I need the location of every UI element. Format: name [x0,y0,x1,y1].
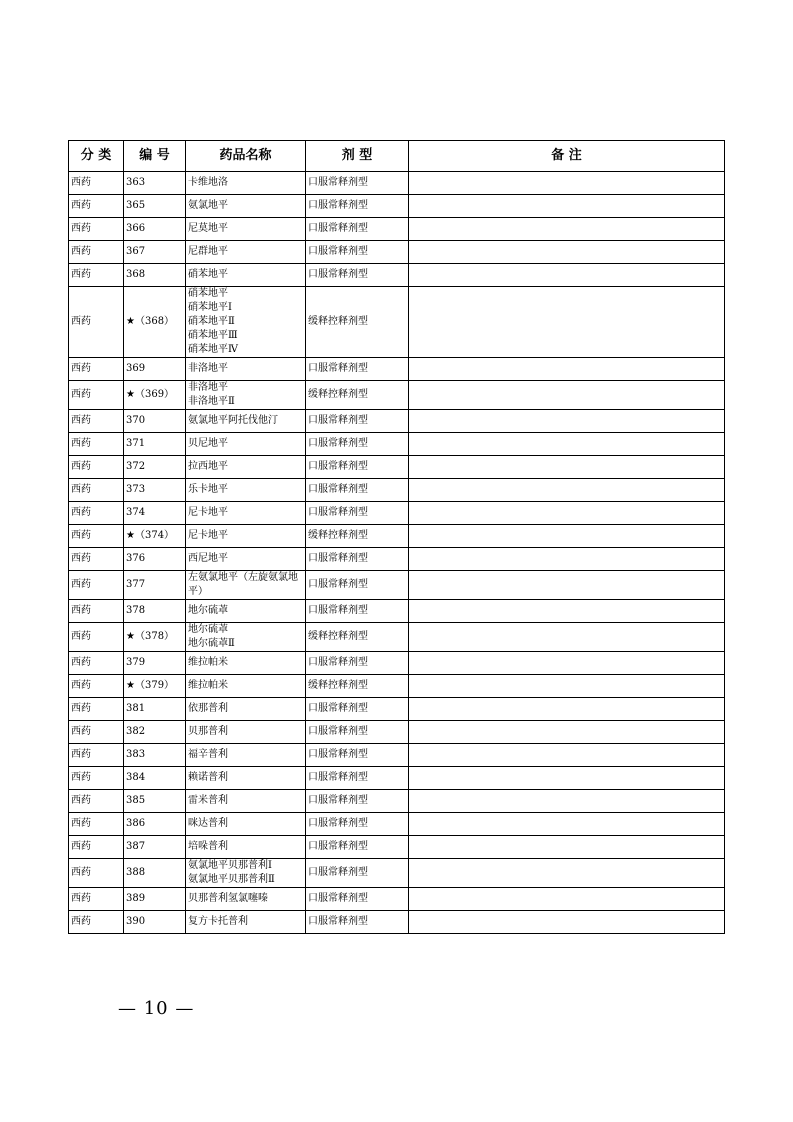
form-cell: 口服常释剂型 [306,836,409,859]
drug-name: 维拉帕米 [188,657,228,668]
category-cell: 西药 [69,721,124,744]
number-cell: 371 [124,433,186,456]
drug-name: 左氨氯地平（左旋氨氯地平） [188,572,298,597]
name-cell [186,836,306,859]
name-cell [186,287,306,358]
page-number: — 10 — [118,998,195,1019]
name-cell [186,813,306,836]
name-cell [186,410,306,433]
table-row [69,241,725,264]
table-row [69,287,725,358]
drug-name: 贝那普利氢氯噻嗪 [188,893,268,904]
note-cell [409,675,725,698]
category-cell: 西药 [69,623,124,652]
name-cell [186,698,306,721]
drug-name: 西尼地平 [188,553,228,564]
name-cell [186,790,306,813]
number-cell: 387 [124,836,186,859]
name-cell [186,721,306,744]
form-cell: 口服常释剂型 [306,600,409,623]
number-cell: 386 [124,813,186,836]
table-row [69,456,725,479]
drug-name: 硝苯地平 [188,269,228,280]
number-cell: 369 [124,358,186,381]
form-cell: 口服常释剂型 [306,698,409,721]
drug-name: 尼卡地平 [188,507,228,518]
form-cell: 口服常释剂型 [306,218,409,241]
note-cell [409,600,725,623]
drug-name: 硝苯地平Ⅲ [188,330,238,341]
name-cell [186,652,306,675]
drug-name: 贝尼地平 [188,438,228,449]
number-cell: 363 [124,172,186,195]
drug-name: 地尔硫䓬 [188,624,228,635]
number-cell: 382 [124,721,186,744]
note-cell [409,744,725,767]
form-cell: 口服常释剂型 [306,911,409,934]
table-row [69,698,725,721]
drug-name: 卡维地洛 [188,177,228,188]
category-cell: 西药 [69,859,124,888]
note-cell [409,721,725,744]
form-cell: 口服常释剂型 [306,358,409,381]
name-cell [186,525,306,548]
form-cell: 口服常释剂型 [306,813,409,836]
drug-name: 雷米普利 [188,795,228,806]
number-cell: 368 [124,264,186,287]
name-cell [186,264,306,287]
name-cell [186,381,306,410]
name-cell [186,502,306,525]
header-note: 备 注 [409,141,725,172]
category-cell: 西药 [69,675,124,698]
note-cell [409,195,725,218]
number-cell: 383 [124,744,186,767]
drug-name: 硝苯地平Ⅳ [188,344,238,355]
category-cell: 西药 [69,456,124,479]
drug-name: 培哚普利 [188,841,228,852]
note-cell [409,525,725,548]
category-cell: 西药 [69,888,124,911]
drug-name: 非洛地平Ⅱ [188,396,235,407]
note-cell [409,698,725,721]
name-cell [186,218,306,241]
drug-name: 赖诺普利 [188,772,228,783]
form-cell: 缓释控释剂型 [306,525,409,548]
drug-name: 拉西地平 [188,461,228,472]
form-cell: 缓释控释剂型 [306,623,409,652]
note-cell [409,456,725,479]
table-row [69,721,725,744]
table-row [69,479,725,502]
number-cell: 389 [124,888,186,911]
table-row [69,358,725,381]
table-row [69,410,725,433]
category-cell: 西药 [69,218,124,241]
category-cell: 西药 [69,525,124,548]
number-cell: 370 [124,410,186,433]
drug-name: 维拉帕米 [188,680,228,691]
form-cell: 口服常释剂型 [306,859,409,888]
form-cell: 口服常释剂型 [306,744,409,767]
table-row [69,859,725,888]
name-cell [186,195,306,218]
table-row [69,888,725,911]
form-cell: 口服常释剂型 [306,264,409,287]
category-cell: 西药 [69,241,124,264]
table-row [69,652,725,675]
name-cell [186,675,306,698]
note-cell [409,571,725,600]
table-row [69,525,725,548]
drug-name: 乐卡地平 [188,484,228,495]
form-cell: 缓释控释剂型 [306,287,409,358]
name-cell [186,479,306,502]
form-cell: 口服常释剂型 [306,456,409,479]
category-cell: 西药 [69,698,124,721]
form-cell: 口服常释剂型 [306,410,409,433]
drug-name: 依那普利 [188,703,228,714]
drug-name: 复方卡托普利 [188,916,248,927]
note-cell [409,381,725,410]
drug-name: 氨氯地平贝那普利Ⅰ [188,860,272,871]
category-cell: 西药 [69,172,124,195]
category-cell: 西药 [69,744,124,767]
table-header-row [69,141,725,172]
note-cell [409,888,725,911]
note-cell [409,652,725,675]
name-cell [186,358,306,381]
note-cell [409,287,725,358]
table-row [69,571,725,600]
header-form: 剂 型 [306,141,409,172]
name-cell [186,600,306,623]
note-cell [409,813,725,836]
note-cell [409,264,725,287]
name-cell [186,623,306,652]
category-cell: 西药 [69,836,124,859]
form-cell: 口服常释剂型 [306,652,409,675]
category-cell: 西药 [69,433,124,456]
note-cell [409,358,725,381]
table-row [69,767,725,790]
category-cell: 西药 [69,652,124,675]
table-row [69,548,725,571]
category-cell: 西药 [69,479,124,502]
header-name: 药品名称 [186,141,306,172]
note-cell [409,767,725,790]
category-cell: 西药 [69,287,124,358]
table-row [69,744,725,767]
number-cell: ★（378） [124,623,186,652]
name-cell [186,172,306,195]
table-row [69,600,725,623]
category-cell: 西药 [69,790,124,813]
note-cell [409,172,725,195]
number-cell: 365 [124,195,186,218]
number-cell: 379 [124,652,186,675]
number-cell: 385 [124,790,186,813]
form-cell: 口服常释剂型 [306,790,409,813]
table-row [69,675,725,698]
note-cell [409,410,725,433]
form-cell: 口服常释剂型 [306,433,409,456]
category-cell: 西药 [69,767,124,790]
drug-name: 硝苯地平Ⅱ [188,316,235,327]
form-cell: 口服常释剂型 [306,172,409,195]
category-cell: 西药 [69,195,124,218]
category-cell: 西药 [69,410,124,433]
name-cell [186,767,306,790]
note-cell [409,218,725,241]
note-cell [409,433,725,456]
number-cell: 378 [124,600,186,623]
drug-name: 咪达普利 [188,818,228,829]
form-cell: 口服常释剂型 [306,721,409,744]
table-row [69,790,725,813]
drug-name: 氨氯地平阿托伐他汀 [188,415,278,426]
form-cell: 口服常释剂型 [306,479,409,502]
drug-name: 非洛地平 [188,363,228,374]
name-cell [186,744,306,767]
note-cell [409,548,725,571]
form-cell: 口服常释剂型 [306,571,409,600]
category-cell: 西药 [69,571,124,600]
category-cell: 西药 [69,813,124,836]
category-cell: 西药 [69,264,124,287]
category-cell: 西药 [69,548,124,571]
drug-name: 尼卡地平 [188,530,228,541]
category-cell: 西药 [69,381,124,410]
number-cell: ★（369） [124,381,186,410]
table-row [69,381,725,410]
category-cell: 西药 [69,358,124,381]
form-cell: 缓释控释剂型 [306,381,409,410]
drug-name: 地尔硫䓬 [188,605,228,616]
drug-name: 非洛地平 [188,382,228,393]
table-row [69,218,725,241]
table-body [69,172,725,934]
number-cell: 366 [124,218,186,241]
drug-name: 尼莫地平 [188,223,228,234]
header-category: 分 类 [69,141,124,172]
header-number: 编 号 [124,141,186,172]
table-row [69,433,725,456]
table-row [69,264,725,287]
note-cell [409,790,725,813]
drug-name: 地尔硫䓬Ⅱ [188,638,235,649]
number-cell: ★（368） [124,287,186,358]
form-cell: 口服常释剂型 [306,548,409,571]
form-cell: 口服常释剂型 [306,888,409,911]
table-row [69,623,725,652]
number-cell: ★（374） [124,525,186,548]
number-cell: 390 [124,911,186,934]
drug-name: 尼群地平 [188,246,228,257]
name-cell [186,888,306,911]
name-cell [186,859,306,888]
number-cell: ★（379） [124,675,186,698]
form-cell: 口服常释剂型 [306,767,409,790]
table-row [69,502,725,525]
name-cell [186,456,306,479]
table-row [69,813,725,836]
category-cell: 西药 [69,911,124,934]
note-cell [409,623,725,652]
table-row [69,836,725,859]
number-cell: 372 [124,456,186,479]
drug-name: 氨氯地平贝那普利Ⅱ [188,874,275,885]
note-cell [409,502,725,525]
table-row [69,911,725,934]
number-cell: 373 [124,479,186,502]
category-cell: 西药 [69,600,124,623]
table-row [69,195,725,218]
number-cell: 381 [124,698,186,721]
number-cell: 377 [124,571,186,600]
note-cell [409,859,725,888]
note-cell [409,479,725,502]
name-cell [186,911,306,934]
drug-name: 硝苯地平 [188,288,228,299]
table-row [69,172,725,195]
form-cell: 口服常释剂型 [306,241,409,264]
name-cell [186,241,306,264]
drug-table [68,140,725,934]
name-cell [186,548,306,571]
note-cell [409,911,725,934]
name-cell [186,571,306,600]
form-cell: 口服常释剂型 [306,502,409,525]
drug-name: 福辛普利 [188,749,228,760]
drug-name: 氨氯地平 [188,200,228,211]
number-cell: 374 [124,502,186,525]
note-cell [409,836,725,859]
form-cell: 缓释控释剂型 [306,675,409,698]
drug-name: 贝那普利 [188,726,228,737]
form-cell: 口服常释剂型 [306,195,409,218]
number-cell: 367 [124,241,186,264]
number-cell: 384 [124,767,186,790]
number-cell: 376 [124,548,186,571]
name-cell [186,433,306,456]
number-cell: 388 [124,859,186,888]
category-cell: 西药 [69,502,124,525]
note-cell [409,241,725,264]
drug-name: 硝苯地平Ⅰ [188,302,232,313]
